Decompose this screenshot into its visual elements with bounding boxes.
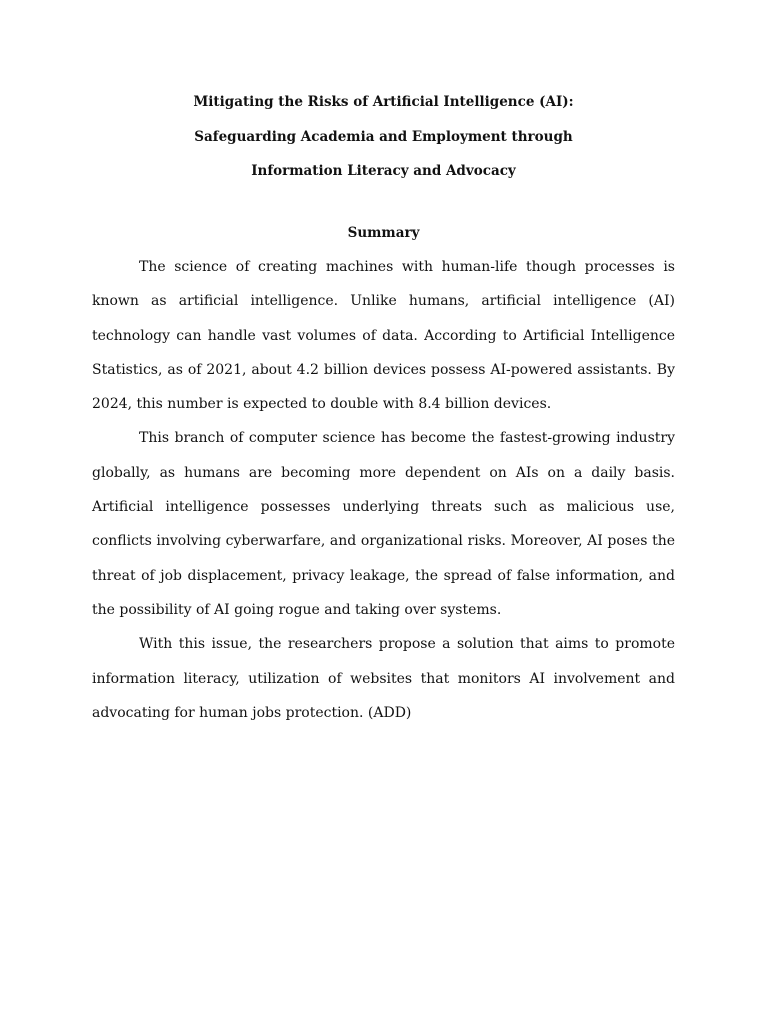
section-heading-summary: Summary (347, 225, 420, 241)
paragraph-2: This branch of computer science has become the fastest-growing industry globally, as humans are becoming more dependent on AIs on a daily basis. Artificial intelligence possesses underlying threats such as malicious use, conflicts involving cyberwarfare, and organizational risks. Moreover, AI poses the threat of job displacement, privacy leakage, the spread of false information, and the possibility of AI going rogue and taking over systems. (92, 430, 675, 618)
paragraph-1: The science of creating machines with human-life though processes is known as artificial intelligence. Unlike humans, artificial intelligence (AI) technology can handle vast volumes of data. According to Artificial Intelligence Statistics, as of 2021, about 4.2 billion devices possess AI-powered assistants. By 2024, this number is expected to double with 8.4 billion devices. (92, 259, 675, 413)
document-title (92, 85, 675, 189)
title-line-1: Mitigating the Risks of Artificial Intelligence (AI): (193, 94, 574, 110)
paragraph-3: With this issue, the researchers propose a solution that aims to promote information literacy, utilization of websites that monitors AI involvement and advocating for human jobs protection. (ADD) (92, 636, 675, 721)
title-line-2: Safeguarding Academia and Employment through (194, 128, 573, 145)
title-line-3: Information Literacy and Advocacy (251, 163, 516, 179)
summary-body (92, 250, 675, 730)
